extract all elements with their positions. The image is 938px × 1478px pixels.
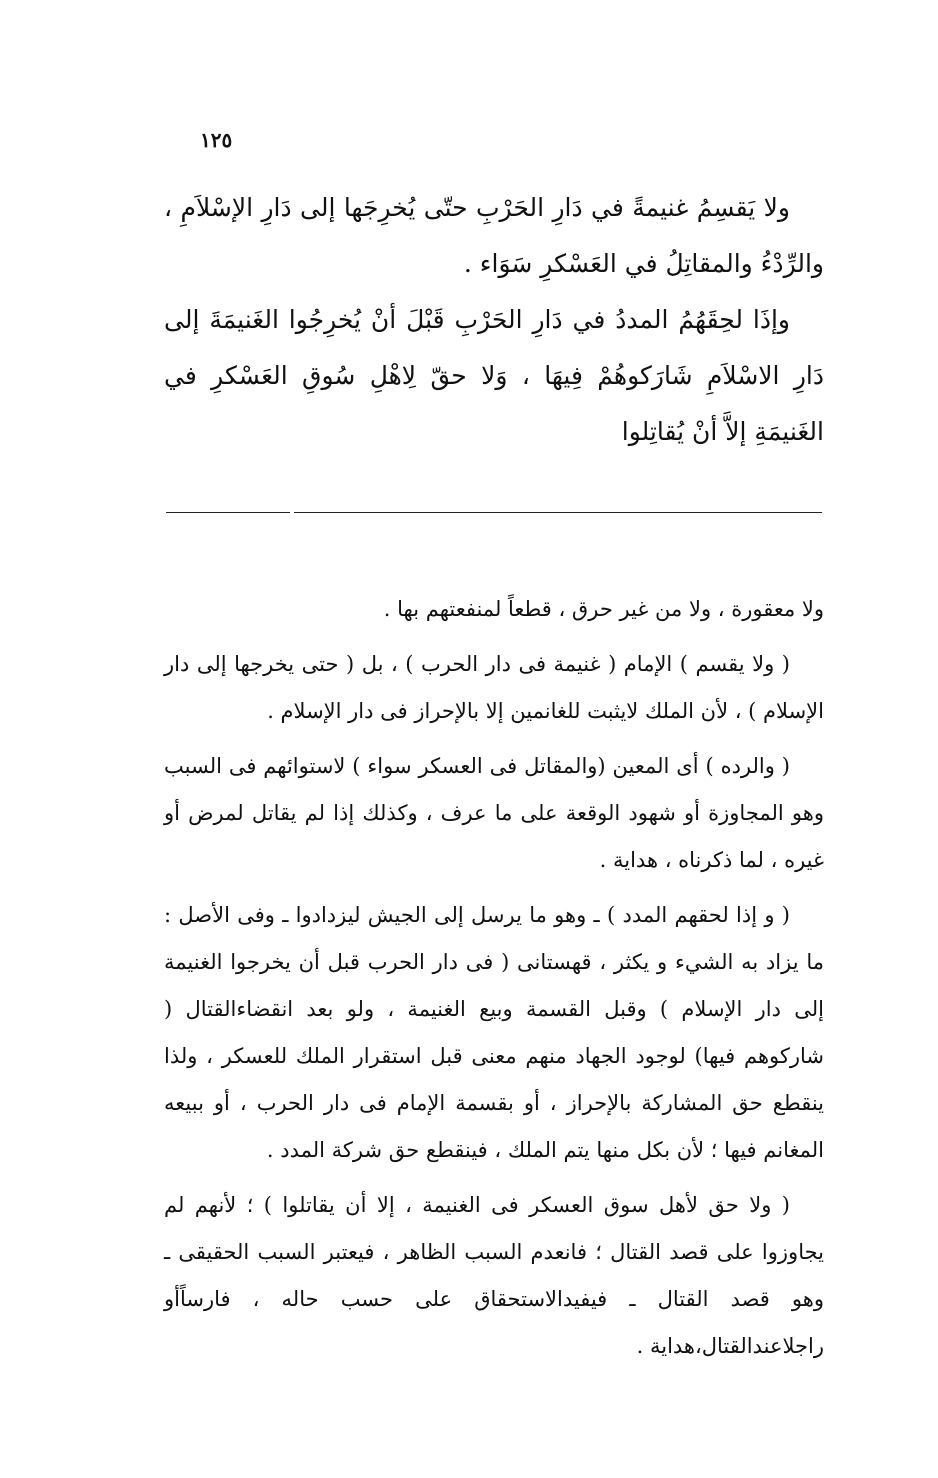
commentary-paragraph: ولا معقورة ، ولا من غير حرق ، قطعاً لمنفعتهم بها .	[383, 597, 824, 621]
commentary-paragraph: ( ولا حق لأهل سوق العسكر فى الغنيمة ، إلا أن يقاتلوا ) ؛ لأنهم لم يجاوزوا على قصد القتال ؛ فانعدم السبب الظاهر ، فيعتبر السبب الحقيقى ـ وهو قصد القتال ـ فيفيدالاستحقاق على حسب حاله ، فارساًأو راجلاعندالقتال،هداية .	[164, 1193, 824, 1358]
footnote-divider	[294, 512, 822, 513]
commentary-paragraph: ( والرده ) أى المعين (والمقاتل فى العسكر سواء ) لاستوائهم فى السبب وهو المجاوزة أو شهود الوقعة على ما عرف ، وكذلك إذا لم يقاتل لمرض أو غيره ، لما ذكرناه ، هداية .	[164, 754, 824, 872]
commentary-paragraph: ( ولا يقسم ) الإمام ( غنيمة فى دار الحرب ) ، بل ( حتى يخرجها إلى دار الإسلام ) ، لأن الملك لايثبت للغانمين إلا بالإحراز فى دار الإسلام .	[164, 652, 824, 723]
commentary-text	[164, 586, 824, 1378]
main-paragraph: وإذَا لحِقَهُمُ المددُ في دَارِ الحَرْبِ قَبْلَ أنْ يُخرِجُوا الغَنيمَةَ إلى دَارِ الاسْلاَمِ شَارَكوهُمْ فِيهَا ، وَلا حقّ لِاهْلِ سُوقِ العَسْكرِ في الغَنيمَةِ إلاَّ أنْ يُقاتِلوا	[164, 305, 824, 446]
main-text	[164, 180, 824, 460]
commentary-paragraph: ( و إذا لحقهم المدد ) ـ وهو ما يرسل إلى الجيش ليزدادوا ـ وفى الأصل : ما يزاد به الشيء و يكثر ، قهستانى ( فى دار الحرب قبل أن يخرجوا الغنيمة إلى دار الإسلام ) وقبل القسمة وبيع الغنيمة ، ولو بعد انقضاءالقتال ( شاركوهم فيها) لوجود الجهاد منهم معنى قبل استقرار الملك للعسكر ، ولذا ينقطع حق المشاركة بالإحراز ، أو بقسمة الإمام فى دار الحرب ، أو ببيعه المغانم فيها ؛ لأن بكل منها يتم الملك ، فينقطع حق شركة المدد .	[164, 903, 824, 1162]
main-paragraph: ولا يَقسِمُ غنيمةً في دَارِ الحَرْبِ حتّى يُخرِجَها إلى دَارِ الإسْلاَمِ ، والرِّدْءُ والمقاتِلُ في العَسْكرِ سَوَاء .	[164, 193, 824, 278]
page-number: ١٢٥	[200, 128, 233, 152]
footnote-divider-short	[166, 512, 290, 513]
